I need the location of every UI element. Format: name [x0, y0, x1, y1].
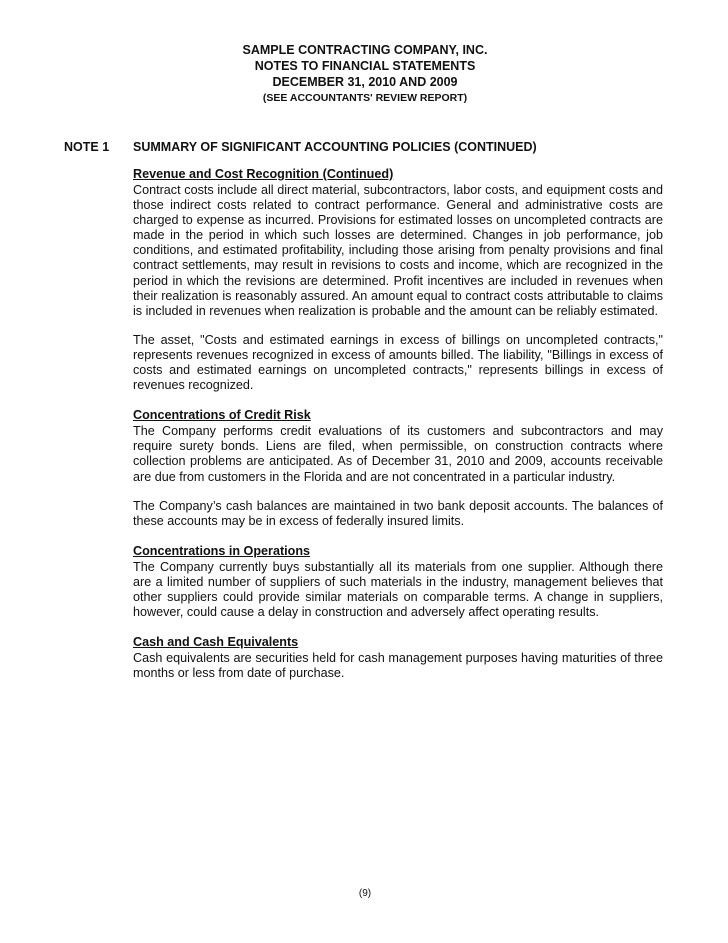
section-cash-equivalents [133, 634, 663, 681]
document-header [0, 42, 728, 106]
note-title: SUMMARY OF SIGNIFICANT ACCOUNTING POLICIES (CONTINUED) [133, 140, 537, 154]
paragraph: Cash equivalents are securities held for cash management purposes having maturities of three months or less from date of purchase. [133, 651, 663, 681]
note-body [133, 166, 663, 681]
section-heading: Concentrations of Credit Risk [133, 408, 311, 423]
statement-period: DECEMBER 31, 2010 AND 2009 [272, 75, 458, 89]
paragraph: The Company performs credit evaluations of its customers and subcontractors and may require surety bonds. Liens are filed, when permissible, on construction contracts where collection problems are anticipated. As of December 31, 2010 and 2009, accounts receivable are due from customers in the Florida and are not concentrated in a particular industry. [133, 424, 663, 484]
section-concentrations-operations [133, 543, 663, 620]
note-number: NOTE 1 [64, 140, 110, 154]
review-report-note: (SEE ACCOUNTANTS' REVIEW REPORT) [262, 92, 468, 104]
section-heading: Cash and Cash Equivalents [133, 635, 299, 650]
paragraph: The Company currently buys substantially all its materials from one supplier. Although there are a limited number of suppliers of such materials in the industry, management believes that other suppliers could provide similar materials on comparable terms. A change in suppliers, however, could cause a delay in construction and adversely affect operating results. [133, 559, 663, 620]
section-heading: Revenue and Cost Recognition (Continued) [133, 167, 394, 181]
section-credit-risk [133, 407, 663, 529]
document-title: NOTES TO FINANCIAL STATEMENTS [254, 59, 476, 73]
paragraph: Contract costs include all direct material, subcontractors, labor costs, and equipment costs and those indirect costs related to contract performance. General and administrative costs are charged to expense as incurred. Provisions for estimated losses on uncompleted contracts are made in the period in which such losses are determined. Changes in job performance, job conditions, and estimated profitability, including those arising from penalty provisions and final contract settlements, may result in revisions to costs and income, which are recognized in the period in which the revisions are determined. Profit incentives are included in revenues when their realization is reasonably assured. An amount equal to contract costs attributable to claims is included in revenues when realization is probable and the amount can be reliably estimated. [133, 183, 663, 318]
section-revenue-cost-recognition [133, 166, 663, 393]
paragraph: The asset, "Costs and estimated earnings in excess of billings on uncompleted contracts," represents revenues recognized in excess of amounts billed. The liability, "Billings in excess of costs and estimated earnings on uncompleted contracts," represents billings in excess of revenues recognized. [133, 332, 663, 393]
page-number: (9) [358, 888, 372, 899]
company-name: SAMPLE CONTRACTING COMPANY, INC. [242, 43, 488, 57]
section-heading: Concentrations in Operations [133, 543, 311, 558]
paragraph: The Company’s cash balances are maintained in two bank deposit accounts. The balances of these accounts may be in excess of federally insured limits. [133, 498, 663, 528]
